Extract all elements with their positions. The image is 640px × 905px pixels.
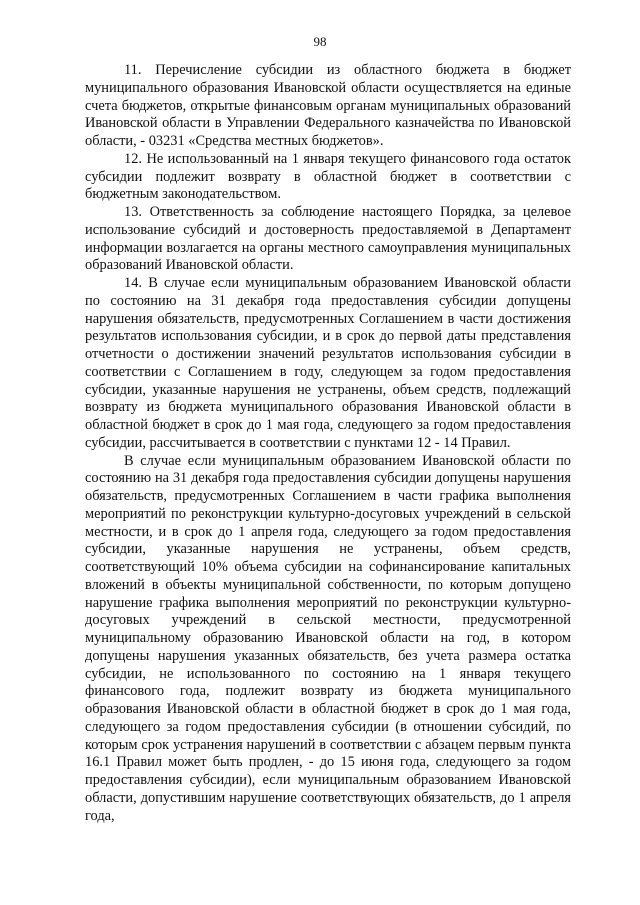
- paragraph-14-continued: В случае если муниципальным образованием Ивановской области по состоянию на 31 декабря года предоставления субсидии допущены нарушения обязательств, предусмотренных Соглашением в части графика выполнения мероприятий по реконструкции культурно-досуговых учреждений в сельской местности, и в срок до 1 апреля года, следующего за годом предоставления субсидии, указанные нарушения не устранены, объем средств, соответствующий 10% объема субсидии на софинансирование капитальных вложений в объекты муниципальной собственности, по которым допущено нарушение графика выполнения мероприятий по реконструкции культурно-досуговых учреждений в сельской местности, предусмотренной муниципальному образованию Ивановской области на год, в котором допущены нарушения указанных обязательств, без учета размера остатка субсидии, не использованного по состоянию на 1 января текущего финансового года, подлежит возврату из бюджета муниципального образования Ивановской области в областной бюджет в срок до 1 мая года, следующего за годом предоставления субсидии (в отношении субсидий, по которым срок устранения нарушений в соответствии с абзацем первым пункта 16.1 Правил может быть продлен, - до 15 июня года, следующего за годом предоставления субсидии), если муниципальным образованием Ивановской области, допустившим нарушение соответствующих обязательств, до 1 апреля года,: [85, 452, 571, 824]
- document-body: [85, 62, 571, 825]
- page-number: 98: [313, 34, 327, 49]
- paragraph-13: 13. Ответственность за соблюдение настоящего Порядка, за целевое использование субсидий и достоверность предоставляемой в Департамент информации возлагается на органы местного самоуправления муниципальных образований Ивановской области.: [85, 204, 571, 274]
- paragraph-14: 14. В случае если муниципальным образованием Ивановской области по состоянию на 31 декабря года предоставления субсидии допущены нарушения обязательств, предусмотренных Соглашением в части достижения результатов использования субсидии, и в срок до первой даты представления отчетности о достижении значений результатов использования субсидии в соответствии с Соглашением в году, следующем за годом предоставления субсидии, указанные нарушения не устранены, объем средств, подлежащий возврату из бюджета муниципального образования Ивановской области в областной бюджет в срок до 1 мая года, следующего за годом предоставления субсидии, рассчитывается в соответствии с пунктами 12 - 14 Правил.: [85, 275, 571, 451]
- paragraph-11: 11. Перечисление субсидии из областного бюджета в бюджет муниципального образования Ивановской области осуществляется на единые счета бюджетов, открытые финансовым органам муниципальных образований Ивановской области в Управлении Федерального казначейства по Ивановской области, - 03231 «Средства местных бюджетов».: [85, 62, 571, 149]
- paragraph-12: 12. Не использованный на 1 января текущего финансового года остаток субсидии подлежит возврату в областной бюджет в соответствии с бюджетным законодательством.: [85, 150, 571, 203]
